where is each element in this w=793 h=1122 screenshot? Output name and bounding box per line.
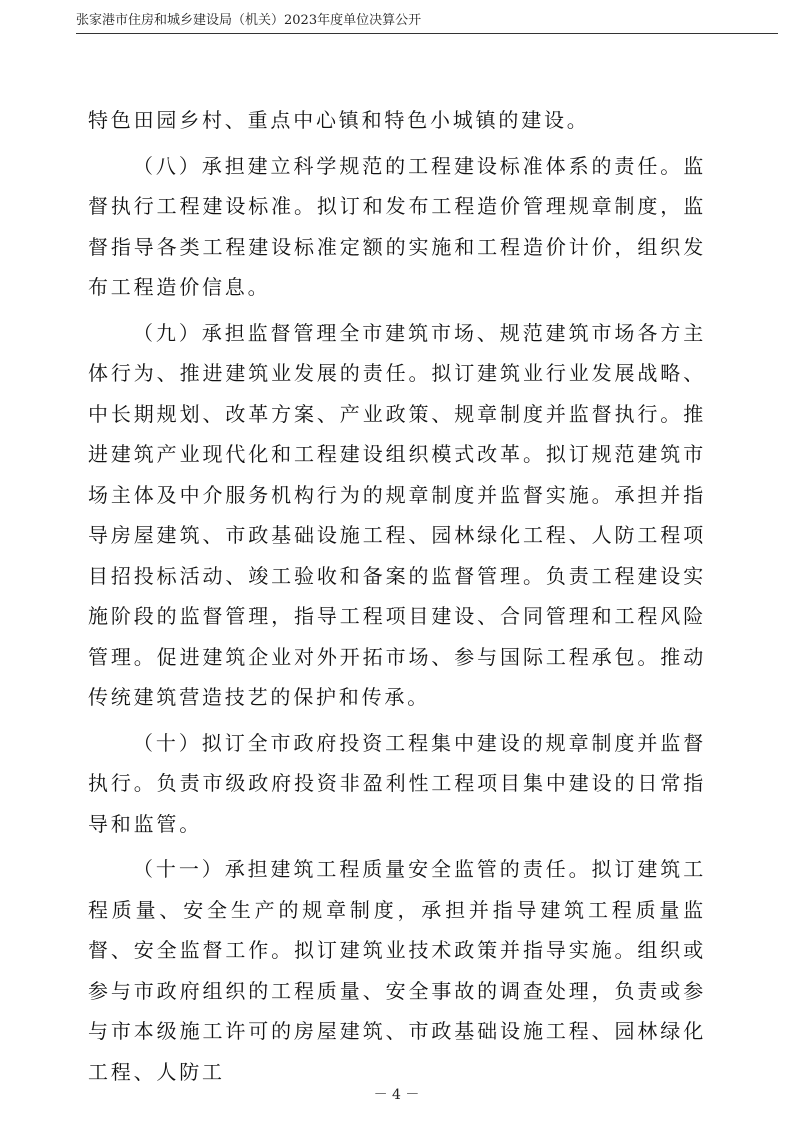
paragraph-item-8: （八）承担建立科学规范的工程建设标准体系的责任。监督执行工程建设标准。拟订和发布工程造价管理规章制度，监督指导各类工程建设标准定额的实施和工程造价计价，组织发布工程造价信息。 (88, 153, 706, 299)
document-header: 张家港市住房和城乡建设局（机关）2023年度单位决算公开 (76, 13, 422, 28)
paragraph-continuation: 特色田园乡村、重点中心镇和特色小城镇的建设。 (88, 108, 590, 132)
page-number: － 4 － (373, 1087, 420, 1103)
document-body (88, 100, 706, 1097)
header-rule (76, 33, 778, 34)
paragraph-item-10: （十）拟订全市政府投资工程集中建设的规章制度并监督执行。负责市级政府投资非盈利性工程项目集中建设的日常指导和监管。 (88, 730, 706, 836)
paragraph-item-9: （九）承担监督管理全市建筑市场、规范建筑市场各方主体行为、推进建筑业发展的责任。拟订建筑业行业发展战略、中长期规划、改革方案、产业政策、规章制度并监督执行。推进建筑产业现代化和工程建设组织模式改革。拟订规范建筑市场主体及中介服务机构行为的规章制度并监督实施。承担并指导房屋建筑、市政基础设施工程、园林绿化工程、人防工程项目招投标活动、竣工验收和备案的监督管理。负责工程建设实施阶段的监督管理，指导工程项目建设、合同管理和工程风险管理。促进建筑企业对外开拓市场、参与国际工程承包。推动传统建筑营造技艺的保护和传承。 (88, 320, 706, 709)
paragraph-item-11: （十一）承担建筑工程质量安全监管的责任。拟订建筑工程质量、安全生产的规章制度，承担并指导建筑工程质量监督、安全监督工作。拟订建筑业技术政策并指导实施。组织或参与市政府组织的工程质量、安全事故的调查处理，负责或参与市本级施工许可的房屋建筑、市政基础设施工程、园林绿化工程、人防工 (88, 857, 706, 1084)
